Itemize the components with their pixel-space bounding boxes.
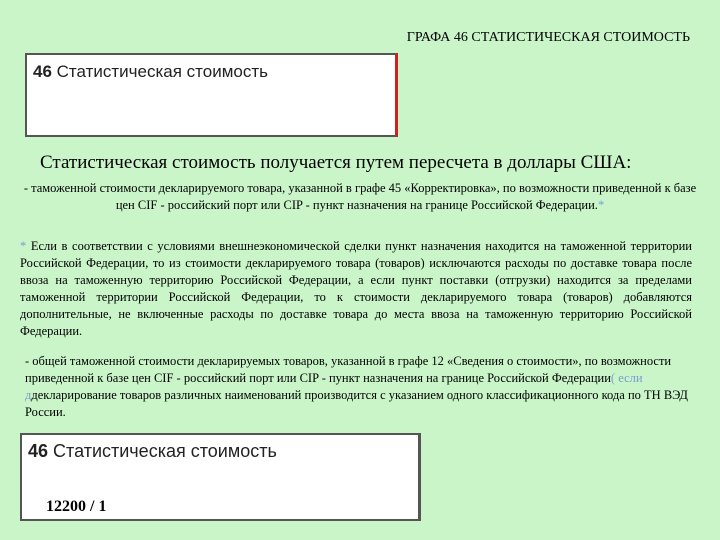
field-title: Статистическая стоимость xyxy=(56,62,269,81)
paragraph-customs-value xyxy=(20,180,700,214)
field-46-value: 12200 / 1 xyxy=(46,498,107,515)
paragraph-text: - таможенной стоимости декларируемого товара, указанной в графе 45 «Корректировка», по возможности приведенной к базе цен CIF - российский порт или CIP - пункт назначения на границе Российской Федерации. xyxy=(23,181,697,212)
paragraph-footnote xyxy=(20,238,692,340)
footnote-marker-link[interactable]: * xyxy=(20,239,27,253)
field-46-box-example xyxy=(20,433,421,521)
intro-text: Статистическая стоимость получается путем пересчета в доллары США: xyxy=(40,152,632,173)
paragraph-total-value xyxy=(25,353,697,421)
paragraph-text-end: декларирование товаров различных наименований производится с указанием одного классификационного кода по ТН ВЭД России. xyxy=(25,388,688,419)
field-46-label xyxy=(33,62,268,82)
inline-link[interactable]: ( если д xyxy=(25,371,643,402)
paragraph-text-start: - общей таможенной стоимости декларируемых товаров, указанной в графе 12 «Сведения о стоимости», по возможности приведенной к базе цен CIF - российский порт или CIP - пункт назначения на границе Российской Федерации xyxy=(25,354,672,385)
field-46-label xyxy=(28,441,277,462)
page-heading: ГРАФА 46 СТАТИСТИЧЕСКАЯ СТОИМОСТЬ xyxy=(406,30,690,45)
field-46-box-top xyxy=(25,53,398,137)
field-title: Статистическая стоимость xyxy=(53,441,277,461)
footnote-link[interactable]: * xyxy=(597,198,605,212)
field-number: 46 xyxy=(28,441,49,461)
field-number: 46 xyxy=(33,62,52,81)
footnote-text: Если в соответствии с условиями внешнеэкономической сделки пункт назначения находится на таможенной территории Российской Федерации, то из стоимости декларируемого товара (товаров) исключаются расходы по доставке товара после ввоза на таможенную территорию Российской Федерации, а если пункт поставки (отгрузки) находится за пределами таможенной территории Российской Федерации, то к стоимости декларируемого товара (товаров) добавляются дополнительные, не включенные расходы по доставке товара до места ввоза на таможенную территорию Российской Федерации. xyxy=(20,239,692,338)
